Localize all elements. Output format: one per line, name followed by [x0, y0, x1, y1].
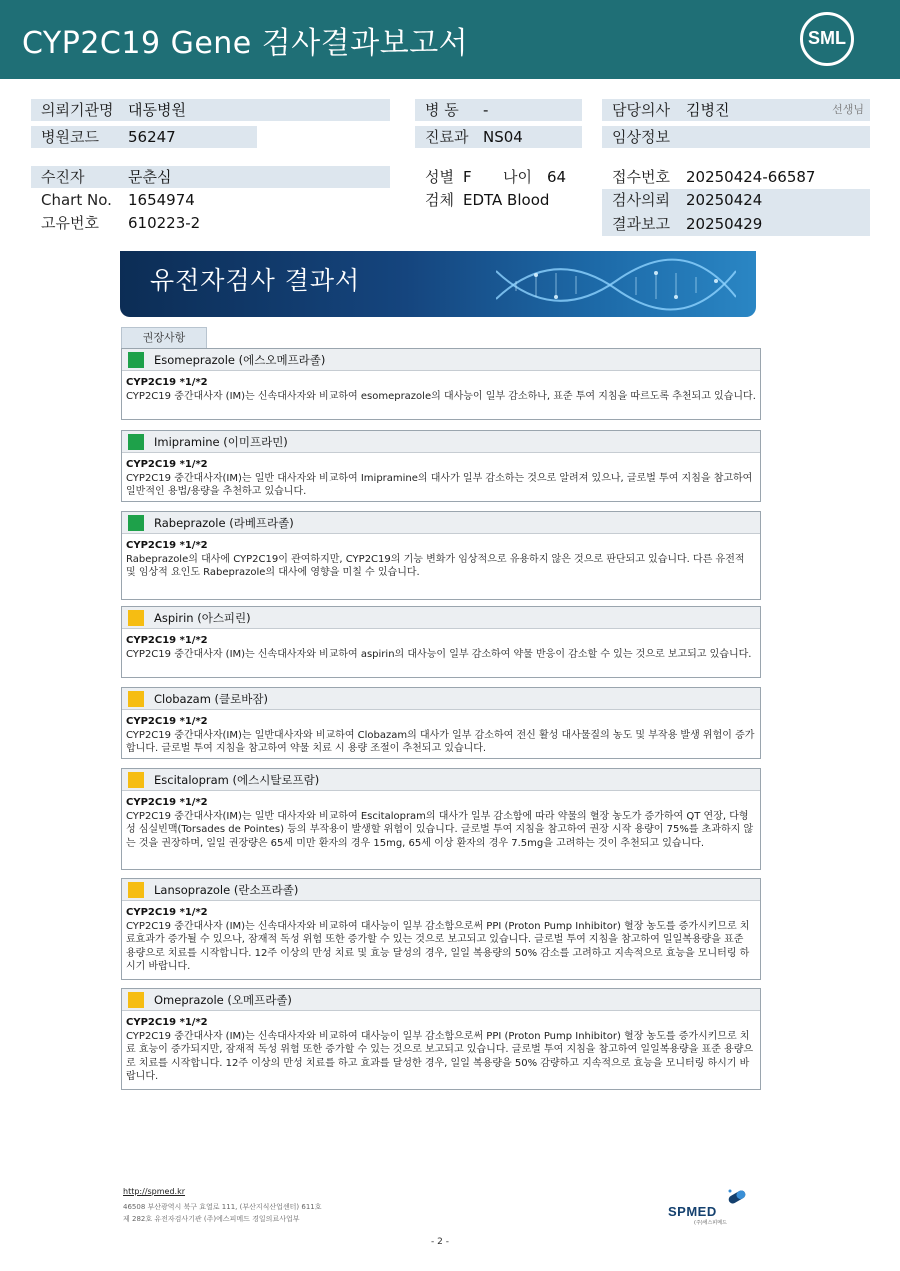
drug-card-body — [122, 791, 760, 854]
drug-recommendation: CYP2C19 중간대사자 (IM)는 신속대사자와 비교하여 대사능이 일부 감소함으로써 PPI (Proton Pump Inhibitor) 혈장 농도를 증가시키므로 치료효과가 증가될 수 있으나, 잠재적 독성 위험 또한 증가할 수 있는 것으로 보고되고 있습니다. 글로벌 투여 지침을 참고하여 일일복용량을 표준 용량으로 치료를 시작합니다. 12주 이상의 만성 치료 및 효능 달성의 경우, 일일 복용량의 50% 감소를 고려하고 지속적으로 효능을 모니터링 하시기 바랍니다. — [126, 920, 750, 972]
specimen-field — [415, 189, 590, 211]
yellow-status-icon — [128, 610, 144, 626]
drug-card-header — [122, 512, 760, 534]
specimen-label: 검체 — [425, 191, 454, 209]
drug-name: Escitalopram (에스시탈로프람) — [154, 773, 320, 787]
doctor-field — [602, 99, 870, 121]
drug-name: Rabeprazole (라베프라졸) — [154, 516, 294, 530]
drug-card-header — [122, 431, 760, 453]
drug-card — [121, 511, 761, 600]
genotype: CYP2C19 *1/*2 — [126, 1017, 208, 1028]
genotype: CYP2C19 *1/*2 — [126, 540, 208, 551]
capsule-icon — [724, 1188, 752, 1208]
date-block — [602, 189, 870, 236]
banner-title: 유전자검사 결과서 — [150, 266, 361, 295]
drug-card-body — [122, 901, 760, 978]
patient-label: 수진자 — [41, 168, 85, 186]
spmed-logo-text: SPMED — [668, 1204, 717, 1219]
footer-address-block — [123, 1201, 322, 1225]
doctor-label: 담당의사 — [612, 101, 670, 119]
drug-card-header — [122, 769, 760, 791]
spmed-logo — [668, 1188, 758, 1226]
page-number: - 2 - — [431, 1237, 449, 1247]
drug-name: Imipramine (이미프라민) — [154, 435, 288, 449]
yellow-status-icon — [128, 691, 144, 707]
yellow-status-icon — [128, 992, 144, 1008]
drug-card-header — [122, 349, 760, 371]
drug-card-header — [122, 879, 760, 901]
drug-card — [121, 430, 761, 502]
report-date-label: 결과보고 — [612, 215, 670, 233]
drug-card — [121, 606, 761, 678]
drug-recommendation: CYP2C19 중간대사자 (IM)는 신속대사자와 비교하여 esomeprazole의 대사능이 일부 감소하나, 표준 투여 지침을 따르도록 추천되고 있습니다. — [126, 390, 756, 402]
receipt-no-field — [602, 166, 870, 188]
age-label: 나이 — [503, 168, 532, 186]
drug-recommendation: CYP2C19 중간대사자 (IM)는 신속대사자와 비교하여 aspirin의 대사능이 일부 감소하여 약물 반응이 감소할 수 있는 것으로 보고되고 있습니다. — [126, 648, 752, 660]
specimen-value: EDTA Blood — [463, 191, 550, 209]
unique-no-field — [31, 212, 390, 234]
footer-address: 46508 부산광역시 북구 효열로 111, (부산지식산업센터) 611호 — [123, 1203, 322, 1211]
drug-card — [121, 878, 761, 980]
drug-recommendation: CYP2C19 중간대사자(IM)는 일반 대사자와 비교하여 Escitalopram의 대사가 일부 감소함에 따라 약물의 혈장 농도가 증가하여 QT 연장, 다형성 심실빈맥(Torsades de Pointes) 등의 부작용이 발생할 위험이 있습니다. 글로벌 투여 지침을 참고하여 권장 시작 용량이 75%를 초과하지 않는 것을 권장하며, 일일 권장량은 65세 미만 환자의 경우 15mg, 65세 이상 환자의 경우 7.5mg을 고려하는 것이 추천되고 있습니다. — [126, 810, 754, 849]
institution-label: 의뢰기관명 — [41, 101, 114, 119]
drug-card-body — [122, 534, 760, 584]
yellow-status-icon — [128, 772, 144, 788]
drug-name: Esomeprazole (에스오메프라졸) — [154, 353, 326, 367]
department-label: 진료과 — [425, 128, 469, 146]
department-value: NS04 — [483, 128, 523, 146]
drug-recommendation: Rabeprazole의 대사에 CYP2C19이 관여하지만, CYP2C19의 기능 변화가 임상적으로 유용하지 않은 것으로 판단되고 있습니다. 다른 유전적 및 임상적 요인도 Rabeprazole의 대사에 영향을 미칠 수 있습니다. — [126, 553, 745, 578]
result-banner — [120, 251, 756, 317]
drug-card-header — [122, 989, 760, 1011]
drug-card-body — [122, 371, 760, 407]
hospital-code-value: 56247 — [128, 128, 176, 146]
recommendation-tab: 권장사항 — [121, 327, 207, 348]
green-status-icon — [128, 352, 144, 368]
drug-card-header — [122, 607, 760, 629]
institution-field — [31, 99, 390, 121]
yellow-status-icon — [128, 882, 144, 898]
genotype: CYP2C19 *1/*2 — [126, 907, 208, 918]
receipt-no-label: 접수번호 — [612, 168, 670, 186]
drug-recommendation: CYP2C19 중간대사자 (IM)는 신속대사자와 비교하여 대사능이 일부 감소함으로써 PPI (Proton Pump Inhibitor) 혈장 농도를 증가시키므로 치료 효능이 증가되지만, 잠재적 독성 위험 또한 증가할 수 있는 것으로 보고되고 있습니다. 글로벌 투여 지침을 참고하여 일일복용량을 표준 용량으로 치료를 시작합니다. 12주 이상의 만성 치료를 하고 효과를 달성한 경우, 일일 복용량을 50% 감량하고 지속적으로 효능을 모니터링 하시기 바랍니다. — [126, 1030, 754, 1082]
spmed-logo-subtext: (주)에스피메드 — [694, 1220, 727, 1226]
doctor-suffix: 선생님 — [832, 103, 864, 116]
ward-value: - — [483, 101, 489, 119]
ward-label: 병 동 — [425, 101, 459, 119]
chart-no-field — [31, 189, 390, 211]
drug-card-header — [122, 688, 760, 710]
drug-card-body — [122, 629, 760, 665]
sex-field — [415, 166, 495, 188]
drug-card — [121, 348, 761, 420]
genotype: CYP2C19 *1/*2 — [126, 716, 208, 727]
age-value: 64 — [547, 168, 567, 186]
drug-card-body — [122, 710, 760, 760]
dna-helix-icon — [496, 251, 736, 317]
chart-no-value: 1654974 — [128, 191, 195, 209]
green-status-icon — [128, 434, 144, 450]
drug-name: Clobazam (클로바잠) — [154, 692, 268, 706]
hospital-code-label: 병원코드 — [41, 128, 99, 146]
sml-logo-text: SML — [808, 28, 846, 48]
genotype: CYP2C19 *1/*2 — [126, 459, 208, 470]
drug-recommendation: CYP2C19 중간대사자(IM)는 일반대사자와 비교하여 Clobazam의 대사가 일부 감소하여 전신 활성 대사물질의 농도 및 부작용 발생 위험이 증가합니다. 글로벌 투여 지침을 참고하여 약물 치료 시 용량 조절이 추천되고 있습니다. — [126, 729, 755, 754]
drug-name: Lansoprazole (란소프라졸) — [154, 883, 299, 897]
drug-recommendation: CYP2C19 중간대사자(IM)는 일반 대사자와 비교하여 Imipramine의 대사가 일부 감소하는 것으로 알려져 있으나, 글로벌 투여 지침을 참고하여 일반적인 용법/용량을 추천하고 있습니다. — [126, 472, 753, 497]
patient-value: 문춘심 — [128, 168, 172, 186]
sex-label: 성별 — [425, 168, 454, 186]
age-field — [493, 166, 582, 188]
unique-no-label: 고유번호 — [41, 214, 99, 232]
unique-no-value: 610223-2 — [128, 214, 201, 232]
receipt-no-value: 20250424-66587 — [686, 168, 816, 186]
ward-field — [415, 99, 582, 121]
drug-name: Aspirin (아스피린) — [154, 611, 251, 625]
sex-value: F — [463, 168, 472, 186]
sml-logo — [800, 12, 854, 66]
report-date-value: 20250429 — [686, 215, 763, 233]
clinical-info-label: 임상정보 — [612, 128, 670, 146]
report-title: CYP2C19 Gene 검사결과보고서 — [22, 26, 469, 61]
report-header — [0, 0, 900, 79]
green-status-icon — [128, 515, 144, 531]
institution-value: 대동병원 — [128, 101, 186, 119]
department-field — [415, 126, 582, 148]
drug-card — [121, 687, 761, 759]
drug-name: Omeprazole (오메프라졸) — [154, 993, 292, 1007]
genotype: CYP2C19 *1/*2 — [126, 635, 208, 646]
request-date-label: 검사의뢰 — [612, 191, 670, 209]
clinical-info-field — [602, 126, 870, 148]
genotype: CYP2C19 *1/*2 — [126, 377, 208, 388]
chart-no-label: Chart No. — [41, 191, 112, 209]
patient-field — [31, 166, 390, 188]
genotype: CYP2C19 *1/*2 — [126, 797, 208, 808]
drug-card — [121, 988, 761, 1090]
drug-card-body — [122, 453, 760, 503]
hospital-code-field — [31, 126, 257, 148]
footer-institution: 제 282호 유전자검사기관 (주)에스피메드 경일의료사업부 — [123, 1215, 300, 1223]
drug-card — [121, 768, 761, 870]
footer-url-link[interactable]: http://spmed.kr — [123, 1187, 186, 1196]
drug-card-body — [122, 1011, 760, 1088]
doctor-value: 김병진 — [686, 101, 730, 119]
request-date-value: 20250424 — [686, 191, 763, 209]
